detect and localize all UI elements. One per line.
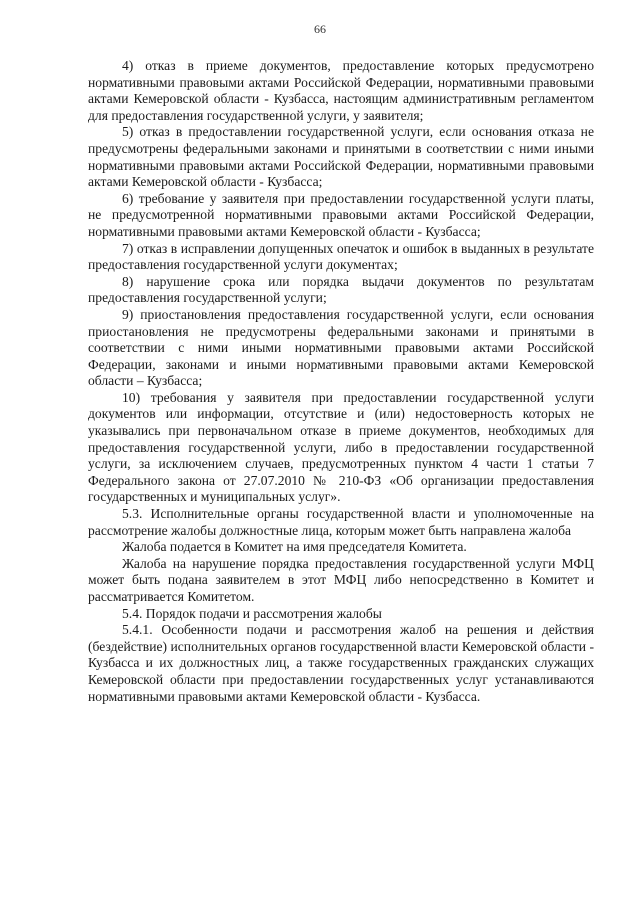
paragraph-item-5: 5) отказ в предоставлении государственной услуги, если основания отказа не предусмотрены федеральными законами и принятыми в соответствии с ними иными нормативными правовыми актами Российской Федерации, нормативными правовыми актами Кемеровской области - Кузбасса;	[88, 124, 594, 190]
paragraph-item-6: 6) требование у заявителя при предоставлении государственной услуги платы, не предусмотренной нормативными правовыми актами Российской Федерации, нормативными правовыми актами Кемеровской области - Кузбасса;	[88, 190, 594, 239]
paragraph-5-4-1: 5.4.1. Особенности подачи и рассмотрения жалоб на решения и действия (бездействие) исполнительных органов государственной власти Кемеровской области - Кузбасса и их должностных лиц, а также государственных гражданских служащих Кемеровской области при предоставлении государственных услуг устанавливаются нормативными правовыми актами Кемеровской области - Кузбасса.	[88, 622, 594, 704]
paragraph-complaint-committee: Жалоба подается в Комитет на имя председателя Комитета.	[122, 539, 467, 555]
section-heading-5-3: 5.3. Исполнительные органы государственной власти и уполномоченные на рассмотрение жалобы должностные лица, которым может быть направлена жалоба	[88, 506, 594, 538]
paragraph-item-7: 7) отказ в исправлении допущенных опечаток и ошибок в выданных в результате предоставления государственной услуги документах;	[88, 240, 594, 273]
paragraph-item-4: 4) отказ в приеме документов, предоставление которых предусмотрено нормативными правовыми актами Российской Федерации, нормативными правовыми актами Кемеровской области - Кузбасса, настоящим административным регламентом для предоставления государственной услуги, у заявителя;	[88, 58, 594, 123]
section-heading-5-4: 5.4. Порядок подачи и рассмотрения жалобы	[122, 605, 382, 621]
paragraph-item-10: 10) требования у заявителя при предоставлении государственной услуги документов или информации, отсутствие и (или) недостоверность которых не указывались при первоначальном отказе в приеме документов, необходимых для предоставления государственной услуги, либо в предоставлении государственной услуги, за исключением случаев, предусмотренных пунктом 4 части 1 статьи 7 Федерального закона от 27.07.2010 № 210-ФЗ «Об организации предоставления государственных и муниципальных услуг».	[88, 389, 594, 505]
page-number: 66	[314, 22, 326, 36]
paragraph-item-8: 8) нарушение срока или порядка выдачи документов по результатам предоставления государственной услуги;	[88, 273, 594, 306]
paragraph-complaint-mfc: Жалоба на нарушение порядка предоставления государственной услуги МФЦ может быть подана заявителем в этот МФЦ либо непосредственно в Комитет и рассматривается Комитетом.	[88, 555, 594, 604]
paragraph-item-9: 9) приостановления предоставления государственной услуги, если основания приостановления не предусмотрены федеральными законами и принятыми в соответствии с ними иными нормативными правовыми актами Российской Федерации, законами и иными нормативными правовыми актами Кемеровской области – Кузбасса;	[88, 306, 594, 389]
document-body	[88, 58, 594, 705]
